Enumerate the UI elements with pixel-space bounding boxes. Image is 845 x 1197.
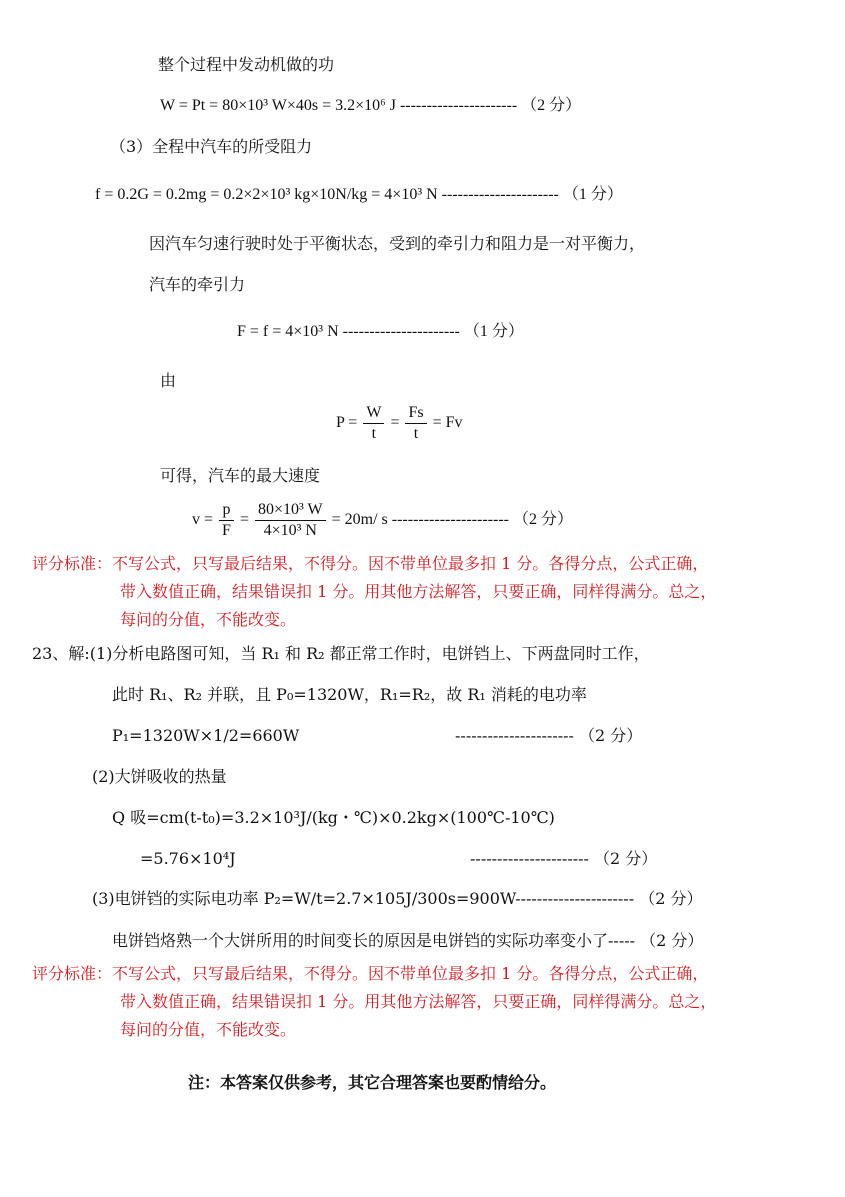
- question-23-line-3: P₁=1320W×1/2=660W: [112, 726, 300, 745]
- fraction-numerator: Fs: [405, 403, 426, 424]
- scoring-standard-2-line-3: 每问的分值，不能改变。: [120, 1020, 297, 1039]
- text-line-resistance-heading: （3）全程中汽车的所受阻力: [110, 137, 313, 156]
- text-line-from: 由: [160, 371, 177, 390]
- text-line-max-speed: 可得，汽车的最大速度: [160, 466, 321, 485]
- fraction-denominator: t: [413, 425, 419, 442]
- formula-speed-rhs: = 20m/ s ---------------------- （2 分）: [331, 511, 573, 529]
- question-23-line-6: =5.76×10⁴J: [140, 849, 236, 868]
- fraction-numerator: W: [363, 403, 384, 424]
- text-line-work-intro: 整个过程中发动机做的功: [158, 55, 335, 74]
- question-23-line-5: Q 吸=cm(t-t₀)=3.2×10³J/(kg・℃)×0.2kg×(100℃-10℃): [112, 808, 555, 827]
- formula-power-lhs: P =: [336, 414, 358, 432]
- formula-work: W = Pt = 80×10³ W×40s = 3.2×10⁶ J ---------------------- （2 分）: [160, 97, 582, 114]
- scoring-standard-1-line-1: 评分标准：不写公式，只写最后结果，不得分。因不带单位最多扣 1 分。各得分点，公式正确，: [32, 554, 709, 573]
- formula-speed-fraction: [192, 500, 573, 541]
- footnote-note: 注：本答案仅供参考，其它合理答案也要酌情给分。: [188, 1073, 557, 1092]
- scoring-standard-1-line-3: 每问的分值，不能改变。: [120, 610, 297, 629]
- question-23-line-8: 电饼铛烙熟一个大饼所用的时间变长的原因是电饼铛的实际功率变小了----- （2 分）: [112, 931, 704, 950]
- question-23-line-1: 23、解:(1)分析电路图可知，当 R₁ 和 R₂ 都正常工作时，电饼铛上、下两盘同时工作，: [32, 644, 650, 663]
- fraction-numerator: 80×10³ W: [255, 500, 326, 521]
- fraction-denominator: t: [371, 425, 377, 442]
- question-23-line-6-score: ---------------------- （2 分）: [470, 849, 658, 868]
- scoring-standard-2-line-1: 评分标准：不写公式，只写最后结果，不得分。因不带单位最多扣 1 分。各得分点，公式正确，: [32, 964, 709, 983]
- fraction-p-over-f: [219, 500, 234, 541]
- formula-equals: =: [239, 511, 249, 529]
- text-line-traction-label: 汽车的牵引力: [149, 275, 246, 294]
- fraction-denominator: F: [222, 522, 231, 539]
- question-23-line-4: (2)大饼吸收的热量: [92, 767, 227, 786]
- fraction-values: [255, 500, 326, 541]
- fraction-w-over-t: [363, 403, 384, 444]
- fraction-numerator: p: [219, 500, 234, 521]
- scoring-standard-1-line-2: 带入数值正确，结果错误扣 1 分。用其他方法解答，只要正确，同样得满分。总之，: [120, 582, 717, 601]
- formula-equals: =: [390, 414, 400, 432]
- formula-speed-lhs: v =: [192, 511, 214, 529]
- fraction-fs-over-t: [405, 403, 426, 444]
- question-23-line-7: (3)电饼铛的实际电功率 P₂=W/t=2.7×105J/300s=900W---------------------- （2 分）: [92, 889, 703, 908]
- question-23-line-2: 此时 R₁、R₂ 并联，且 P₀=1320W，R₁=R₂，故 R₁ 消耗的电功率: [112, 685, 587, 704]
- formula-power-fraction: [336, 403, 463, 444]
- formula-power-rhs: = Fv: [432, 414, 463, 432]
- text-line-balance: 因汽车匀速行驶时处于平衡状态，受到的牵引力和阻力是一对平衡力，: [149, 234, 646, 253]
- formula-traction: F = f = 4×10³ N ---------------------- （1 分）: [237, 323, 524, 340]
- fraction-denominator: 4×10³ N: [263, 522, 317, 539]
- question-23-line-3-score: ---------------------- （2 分）: [455, 726, 643, 745]
- formula-resistance: f = 0.2G = 0.2mg = 0.2×2×10³ kg×10N/kg = 4×10³ N ---------------------- （1 分）: [95, 186, 623, 203]
- scoring-standard-2-line-2: 带入数值正确，结果错误扣 1 分。用其他方法解答，只要正确，同样得满分。总之，: [120, 992, 717, 1011]
